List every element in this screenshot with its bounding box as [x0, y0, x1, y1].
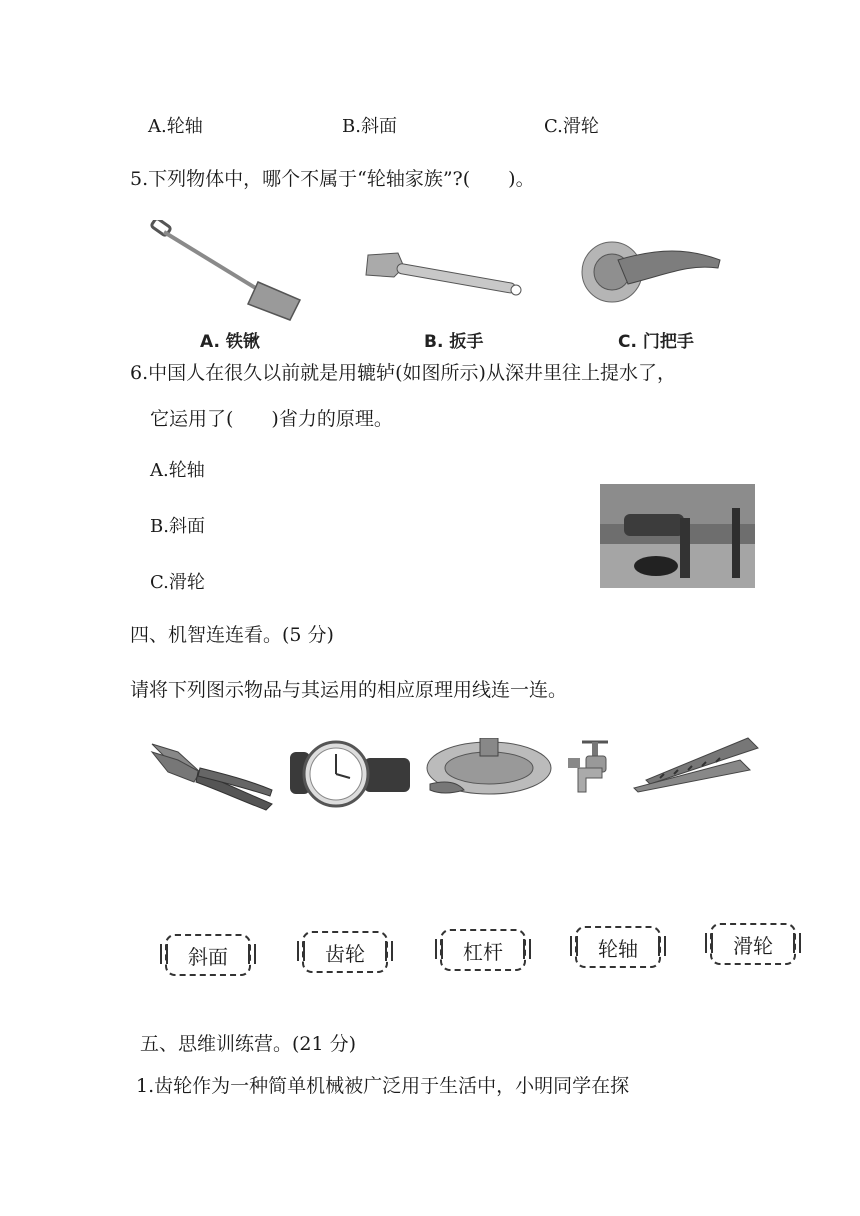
section5-q1: 1.齿轮作为一种简单机械被广泛用于生活中，小明同学在探 — [136, 1075, 630, 1097]
pliers-image — [148, 738, 276, 812]
section4-instruction: 请将下列图示物品与其运用的相应原理用线连一连。 — [130, 679, 568, 701]
q6-option-b: B.斜面 — [150, 516, 205, 537]
section4-heading: 四、机智连连看。(5 分) — [130, 624, 334, 646]
label-box-wheel-and-axle: 轮轴 — [575, 926, 661, 968]
door-handle-image — [578, 238, 728, 308]
chain-hoist-image — [424, 738, 554, 798]
label-box-gear: 齿轮 — [302, 931, 388, 973]
q6-line2: 它运用了( )省力的原理。 — [150, 408, 393, 430]
shovel-image — [150, 220, 305, 325]
wristwatch-image — [290, 738, 412, 808]
caption-door-handle: C. 门把手 — [618, 332, 694, 352]
water-faucet-image — [568, 736, 618, 798]
section5-heading: 五、思维训练营。(21 分) — [140, 1033, 357, 1055]
label-box-lever: 杠杆 — [440, 929, 526, 971]
windlass-photo — [600, 484, 755, 588]
label-box-inclined-plane: 斜面 — [165, 934, 251, 976]
q6-line1: 6.中国人在很久以前就是用辘轳(如图所示)从深井里往上提水了， — [130, 362, 676, 384]
q4-option-c: C.滑轮 — [544, 116, 599, 137]
label-box-pulley: 滑轮 — [710, 923, 796, 965]
q6-option-a: A.轮轴 — [150, 460, 205, 481]
q4-option-a: A.轮轴 — [148, 116, 203, 137]
q6-option-c: C.滑轮 — [150, 572, 205, 593]
screws-image — [630, 734, 760, 796]
q4-option-b: B.斜面 — [342, 116, 397, 137]
caption-shovel: A. 铁锹 — [200, 332, 260, 352]
q5-stem: 5.下列物体中，哪个不属于“轮轴家族”?( )。 — [130, 168, 535, 190]
wrench-image — [358, 245, 528, 305]
caption-wrench: B. 扳手 — [424, 332, 484, 352]
